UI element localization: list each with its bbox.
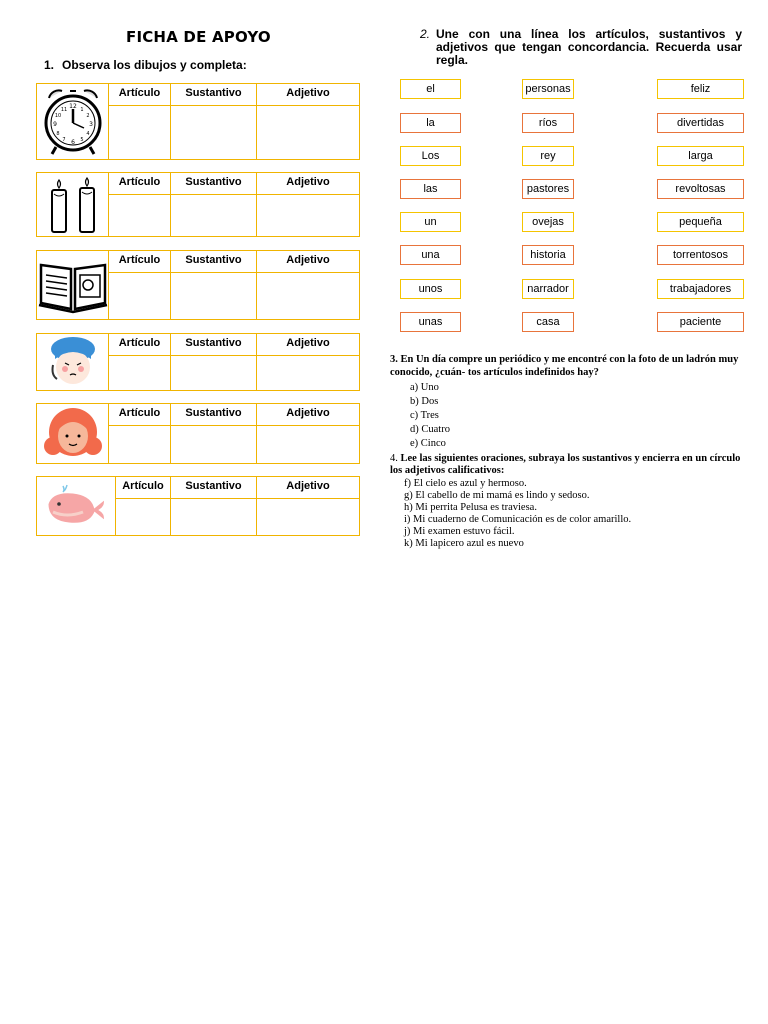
candles-icon [37,173,109,236]
word-sustantivo[interactable]: personas [522,79,574,99]
exercise-row-girl-red [36,403,360,464]
word-sustantivo[interactable]: casa [522,312,574,332]
answer-adjetivo[interactable] [257,499,359,535]
question-4 [390,453,746,477]
word-adjetivo[interactable]: revoltosas [657,179,744,199]
word-adjetivo[interactable]: feliz [657,79,744,99]
whale-icon [37,477,116,535]
word-sustantivo[interactable]: ovejas [522,212,574,232]
question-1-text: Observa los dibujos y completa: [62,58,247,72]
option-b[interactable]: b) Dos [410,396,439,407]
header-adjetivo: Adjetivo [286,87,330,99]
word-articulo[interactable]: la [400,113,461,133]
question-1 [44,58,247,72]
clock-number-12: 12 [68,102,77,110]
word-adjetivo[interactable]: larga [657,146,744,166]
exercise-row-book [36,250,360,320]
header-adjetivo: Adjetivo [286,176,330,188]
header-articulo: Artículo [109,334,171,355]
answer-articulo[interactable] [109,426,171,463]
girl-blue-hair-icon [37,334,109,390]
header-sustantivo: Sustantivo [171,84,257,105]
header-articulo: Artículo [109,84,171,105]
option-a[interactable]: a) Uno [410,382,439,393]
word-sustantivo[interactable]: pastores [522,179,574,199]
header-articulo: Artículo [109,173,171,194]
alarm-clock-icon [37,84,109,159]
clock-number-7: 7 [61,136,66,143]
exercise-row-whale [36,476,360,536]
clock-number-4: 4 [85,130,90,137]
sentence-i: i) Mi cuaderno de Comunicación es de color amarillo. [404,514,632,525]
clock-number-6: 6 [70,138,75,146]
sentence-k: k) Mi lapicero azul es nuevo [404,538,524,549]
header-adjetivo: Adjetivo [286,337,330,349]
clock-number-2: 2 [85,112,90,119]
answer-sustantivo[interactable] [171,195,257,236]
clock-number-3: 3 [88,120,93,128]
header-sustantivo: Sustantivo [171,251,257,272]
word-articulo[interactable]: el [400,79,461,99]
answer-articulo[interactable] [109,273,171,319]
header-sustantivo: Sustantivo [171,173,257,194]
girl-red-hair-icon [37,404,109,463]
word-articulo[interactable]: una [400,245,461,265]
word-sustantivo[interactable]: rey [522,146,574,166]
question-4-number: 4. [390,453,398,464]
option-e[interactable]: e) Cinco [410,438,446,449]
question-3-number: 3. [390,354,398,365]
answer-articulo[interactable] [109,106,171,159]
clock-number-5: 5 [79,136,84,143]
word-articulo[interactable]: unas [400,312,461,332]
option-c[interactable]: c) Tres [410,410,439,421]
clock-number-1: 1 [79,106,84,113]
header-sustantivo: Sustantivo [171,334,257,355]
clock-number-8: 8 [55,130,60,137]
word-articulo[interactable]: un [400,212,461,232]
question-3-text: En Un día compre un periódico y me encontré con la foto de un ladrón muy conocido, ¿cuán- tos artículos indefinidos hay? [390,354,739,378]
answer-articulo[interactable] [116,499,171,535]
clock-number-10: 10 [54,112,61,119]
clock-number-11: 11 [60,106,67,113]
answer-adjetivo[interactable] [257,106,359,159]
sentence-h: h) Mi perrita Pelusa es traviesa. [404,502,537,513]
question-2-text: Une con una línea los artículos, sustantivos y adjetivos que tengan concordancia. Recuerda usar regla. [436,27,742,67]
header-articulo: Artículo [109,404,171,425]
answer-sustantivo[interactable] [171,106,257,159]
header-adjetivo: Adjetivo [286,254,330,266]
sentence-f: f) El cielo es azul y hermoso. [404,478,527,489]
word-adjetivo[interactable]: divertidas [657,113,744,133]
word-adjetivo[interactable]: paciente [657,312,744,332]
word-sustantivo[interactable]: historia [522,245,574,265]
question-4-text: Lee las siguientes oraciones, subraya los sustantivos y encierra en un círculo los adjetivos calificativos: [390,453,741,476]
header-articulo: Artículo [116,477,171,498]
answer-adjetivo[interactable] [257,356,359,390]
header-adjetivo: Adjetivo [286,480,330,492]
word-articulo[interactable]: unos [400,279,461,299]
exercise-row-candles [36,172,360,237]
open-book-icon [37,251,109,319]
question-2 [420,28,742,67]
answer-articulo[interactable] [109,195,171,236]
clock-number-9: 9 [52,120,57,128]
option-d[interactable]: d) Cuatro [410,424,450,435]
answer-adjetivo[interactable] [257,195,359,236]
answer-adjetivo[interactable] [257,273,359,319]
question-1-number: 1. [44,58,55,72]
exercise-row-clock [36,83,360,160]
header-articulo: Artículo [109,251,171,272]
answer-sustantivo[interactable] [171,356,257,390]
header-sustantivo: Sustantivo [171,477,257,498]
sentence-g: g) El cabello de mi mamá es lindo y sedoso. [404,490,590,501]
sentence-j: j) Mi examen estuvo fácil. [404,526,515,537]
answer-articulo[interactable] [109,356,171,390]
header-sustantivo: Sustantivo [171,404,257,425]
exercise-row-girl-blue [36,333,360,391]
word-sustantivo[interactable]: narrador [522,279,574,299]
word-articulo[interactable]: Los [400,146,461,166]
header-adjetivo: Adjetivo [286,407,330,419]
page-title: FICHA DE APOYO [126,28,271,46]
answer-adjetivo[interactable] [257,426,359,463]
word-articulo[interactable]: las [400,179,461,199]
question-3 [390,353,746,379]
word-sustantivo[interactable]: ríos [522,113,574,133]
word-adjetivo[interactable]: torrentosos [657,245,744,265]
answer-sustantivo[interactable] [171,273,257,319]
word-adjetivo[interactable]: pequeña [657,212,744,232]
word-adjetivo[interactable]: trabajadores [657,279,744,299]
answer-sustantivo[interactable] [171,426,257,463]
answer-sustantivo[interactable] [171,499,257,535]
question-2-number: 2. [420,27,431,41]
